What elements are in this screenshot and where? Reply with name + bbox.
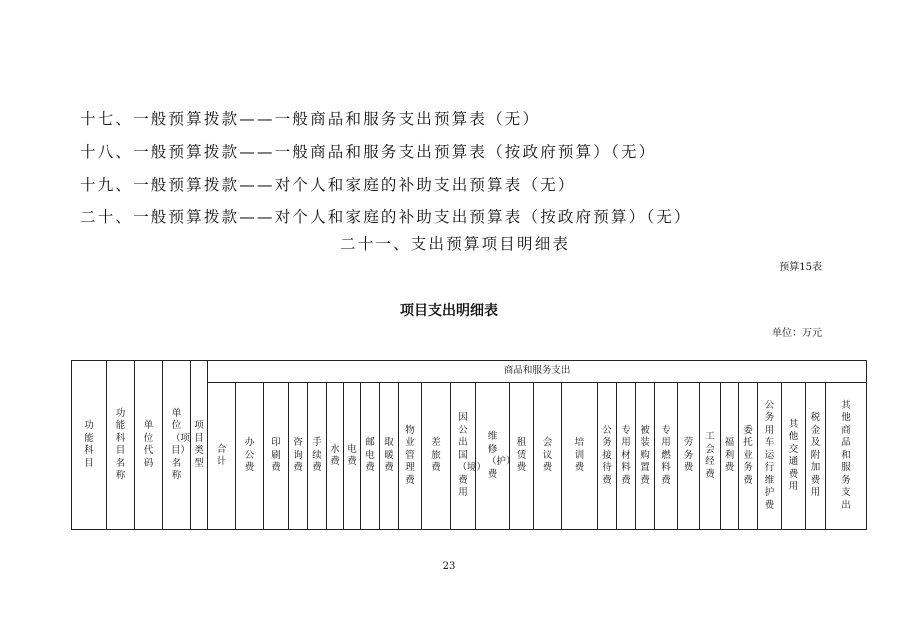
column-label: 会议费 [542,437,553,474]
column-label: 邮电费 [365,437,375,474]
column-label: 印刷费 [271,437,281,474]
column-label: 劳务费 [683,437,694,474]
header-label: 单位代码 [143,420,154,469]
header-cell-column-10 [399,383,422,530]
heading-18: 十八、一般预算拨款——一般商品和服务支出预算表（按政府预算）（无） [80,143,657,161]
header-cell-column-17 [598,383,617,530]
column-label: 委托业务费 [743,424,753,486]
header-cell-left-4 [163,361,191,530]
header-cell-column-24 [739,383,758,530]
column-label: 被装购置费 [640,424,650,486]
header-cell-column-23 [721,383,739,530]
column-label: 取暖费 [384,437,394,474]
header-cell-left-5 [191,361,208,530]
column-label: 税金及附加费用 [810,412,821,499]
header-cell-column-22 [700,383,721,530]
column-label: 因公出国（境）费用 [457,412,487,499]
header-cell-column-4 [289,383,308,530]
header-cell-column-26 [782,383,806,530]
section-heading-21: 二十一、支出预算项目明细表 [340,235,571,253]
header-cell-column-3 [264,383,289,530]
header-cell-column-16 [562,383,598,530]
heading-17: 十七、一般预算拨款——一般商品和服务支出预算表（无） [80,110,541,128]
header-label: 功能科目名称 [115,407,126,481]
column-label: 专用燃料费 [661,424,671,486]
header-cell-column-12 [451,383,487,530]
header-group-goods-services: 商品和服务支出 [208,361,867,383]
column-label: 福利费 [724,437,735,474]
header-cell-column-8 [361,383,380,530]
header-cell-column-11 [422,383,451,530]
header-cell-column-21 [678,383,700,530]
header-cell-column-27 [806,383,826,530]
header-row-group [72,361,867,383]
header-cell-column-20 [655,383,678,530]
header-cell-left-1 [72,361,107,530]
column-label: 物业管理费 [405,424,415,486]
header-cell-column-28 [826,383,867,530]
column-label: 培训费 [574,437,585,474]
heading-20: 二十、一般预算拨款——对个人和家庭的补助支出预算表（按政府预算）（无） [80,208,692,226]
unit-label: 单位：万元 [772,328,822,339]
column-label: 其他交通费用 [788,418,799,492]
column-label: 其他商品和服务支出 [841,399,851,511]
header-cell-column-25 [758,383,782,530]
header-cell-column-5 [308,383,327,530]
header-cell-column-13 [476,383,516,530]
column-label: 专用材料费 [621,424,631,486]
header-cell-column-15 [534,383,562,530]
table-number: 预算15表 [779,262,822,273]
header-label: 项目类型 [194,420,204,469]
header-cell-column-19 [636,383,655,530]
column-label: 公务接待费 [602,424,612,486]
column-label: 公务用车运行维护费 [764,399,775,511]
column-label: 电费 [347,443,357,467]
column-label: 办公费 [244,437,255,474]
page-number: 23 [442,561,456,572]
header-cell-column-1 [208,383,236,530]
column-label: 合计 [216,443,227,467]
header-label: 功能科目 [84,420,94,469]
header-cell-column-2 [236,383,264,530]
column-label: 维修（护）费 [487,431,516,480]
header-label: 单位（项目）名称 [171,407,191,481]
column-label: 水费 [330,443,340,467]
column-label: 手续费 [312,437,322,474]
header-cell-column-9 [380,383,399,530]
header-cell-left-2 [107,361,135,530]
header-cell-column-6 [327,383,344,530]
column-label: 差旅费 [431,437,441,474]
column-label: 咨询费 [293,437,303,474]
header-cell-column-7 [344,383,361,530]
column-label: 工会经费 [705,431,715,480]
header-cell-left-3 [135,361,163,530]
column-label: 租赁费 [516,437,527,474]
table-title: 项目支出明细表 [400,303,498,319]
header-cell-column-18 [617,383,636,530]
project-expenditure-table [71,360,867,530]
heading-19: 十九、一般预算拨款——对个人和家庭的补助支出预算表（无） [80,176,576,194]
